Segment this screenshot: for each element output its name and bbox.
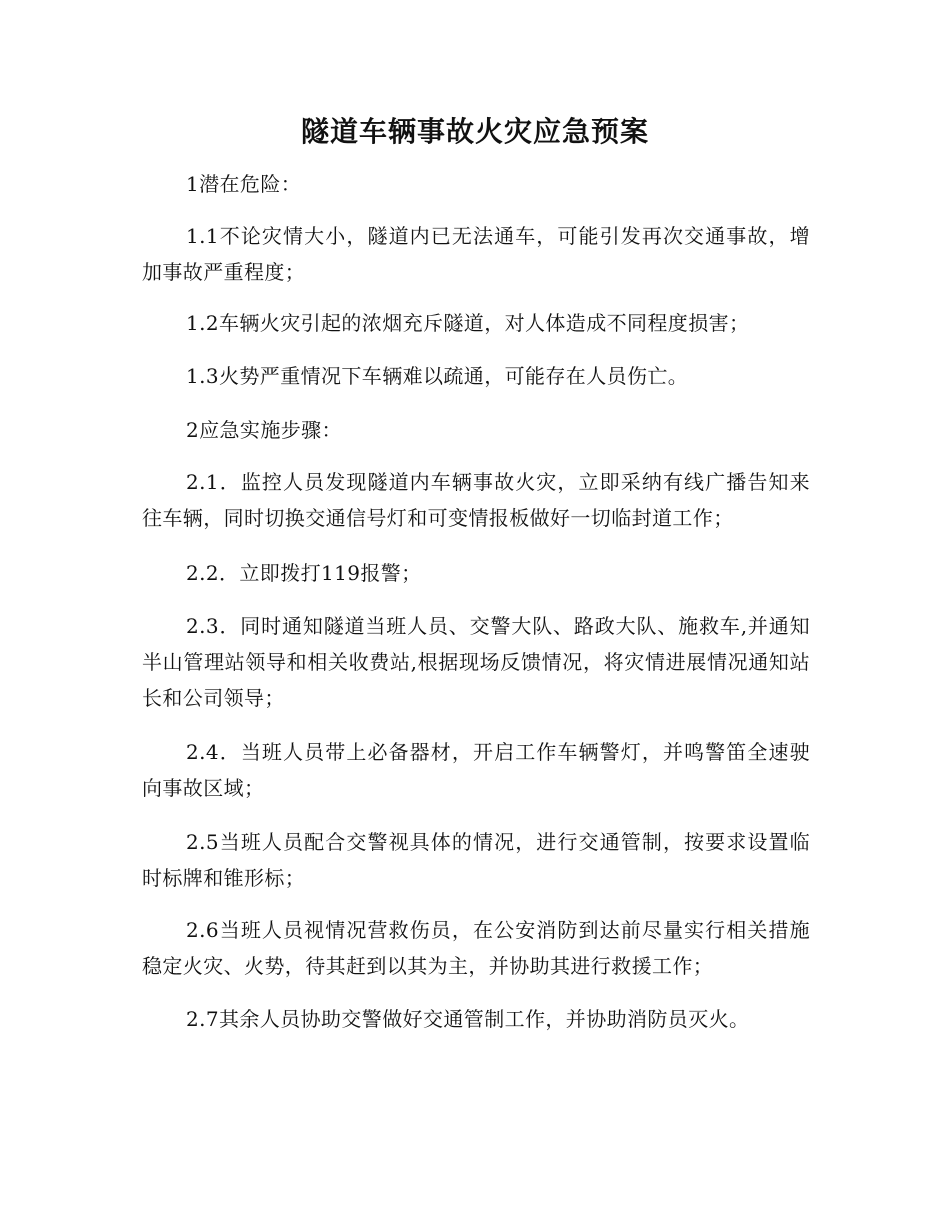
paragraph-2-5: 2.5当班人员配合交警视具体的情况，进行交通管制，按要求设置临时标牌和锥形标； xyxy=(142,830,810,890)
paragraph-1-1: 1.1不论灾情大小，隧道内已无法通车，可能引发再次交通事故，增加事故严重程度； xyxy=(142,224,810,284)
paragraph-2-7: 2.7其余人员协助交警做好交通管制工作，并协助消防员灭火。 xyxy=(186,1007,750,1031)
paragraph-section-2-heading: 2应急实施步骤： xyxy=(186,418,342,442)
paragraph-2-1: 2.1．监控人员发现隧道内车辆事故火灾，立即采纳有线广播告知来往车辆，同时切换交通信号灯和可变情报板做好一切临封道工作； xyxy=(142,470,810,530)
paragraph-2-3: 2.3．同时通知隧道当班人员、交警大队、路政大队、施救车,并通知半山管理站领导和相关收费站,根据现场反馈情况，将灾情进展情况通知站长和公司领导； xyxy=(142,614,810,710)
paragraph-section-1-heading: 1潜在危险： xyxy=(186,172,302,196)
paragraph-2-6: 2.6当班人员视情况营救伤员，在公安消防到达前尽量实行相关措施稳定火灾、火势，待其赶到以其为主，并协助其进行救援工作； xyxy=(142,918,810,978)
paragraph-2-4: 2.4．当班人员带上必备器材，开启工作车辆警灯，并鸣警笛全速驶向事故区域； xyxy=(142,740,810,800)
paragraph-1-2: 1.2车辆火灾引起的浓烟充斥隧道，对人体造成不同程度损害； xyxy=(186,311,750,335)
paragraph-1-3: 1.3火势严重情况下车辆难以疏通，可能存在人员伤亡。 xyxy=(186,364,689,388)
document-title: 隧道车辆事故火灾应急预案 xyxy=(300,115,649,148)
paragraph-2-2: 2.2．立即拨打119报警； xyxy=(186,561,422,585)
